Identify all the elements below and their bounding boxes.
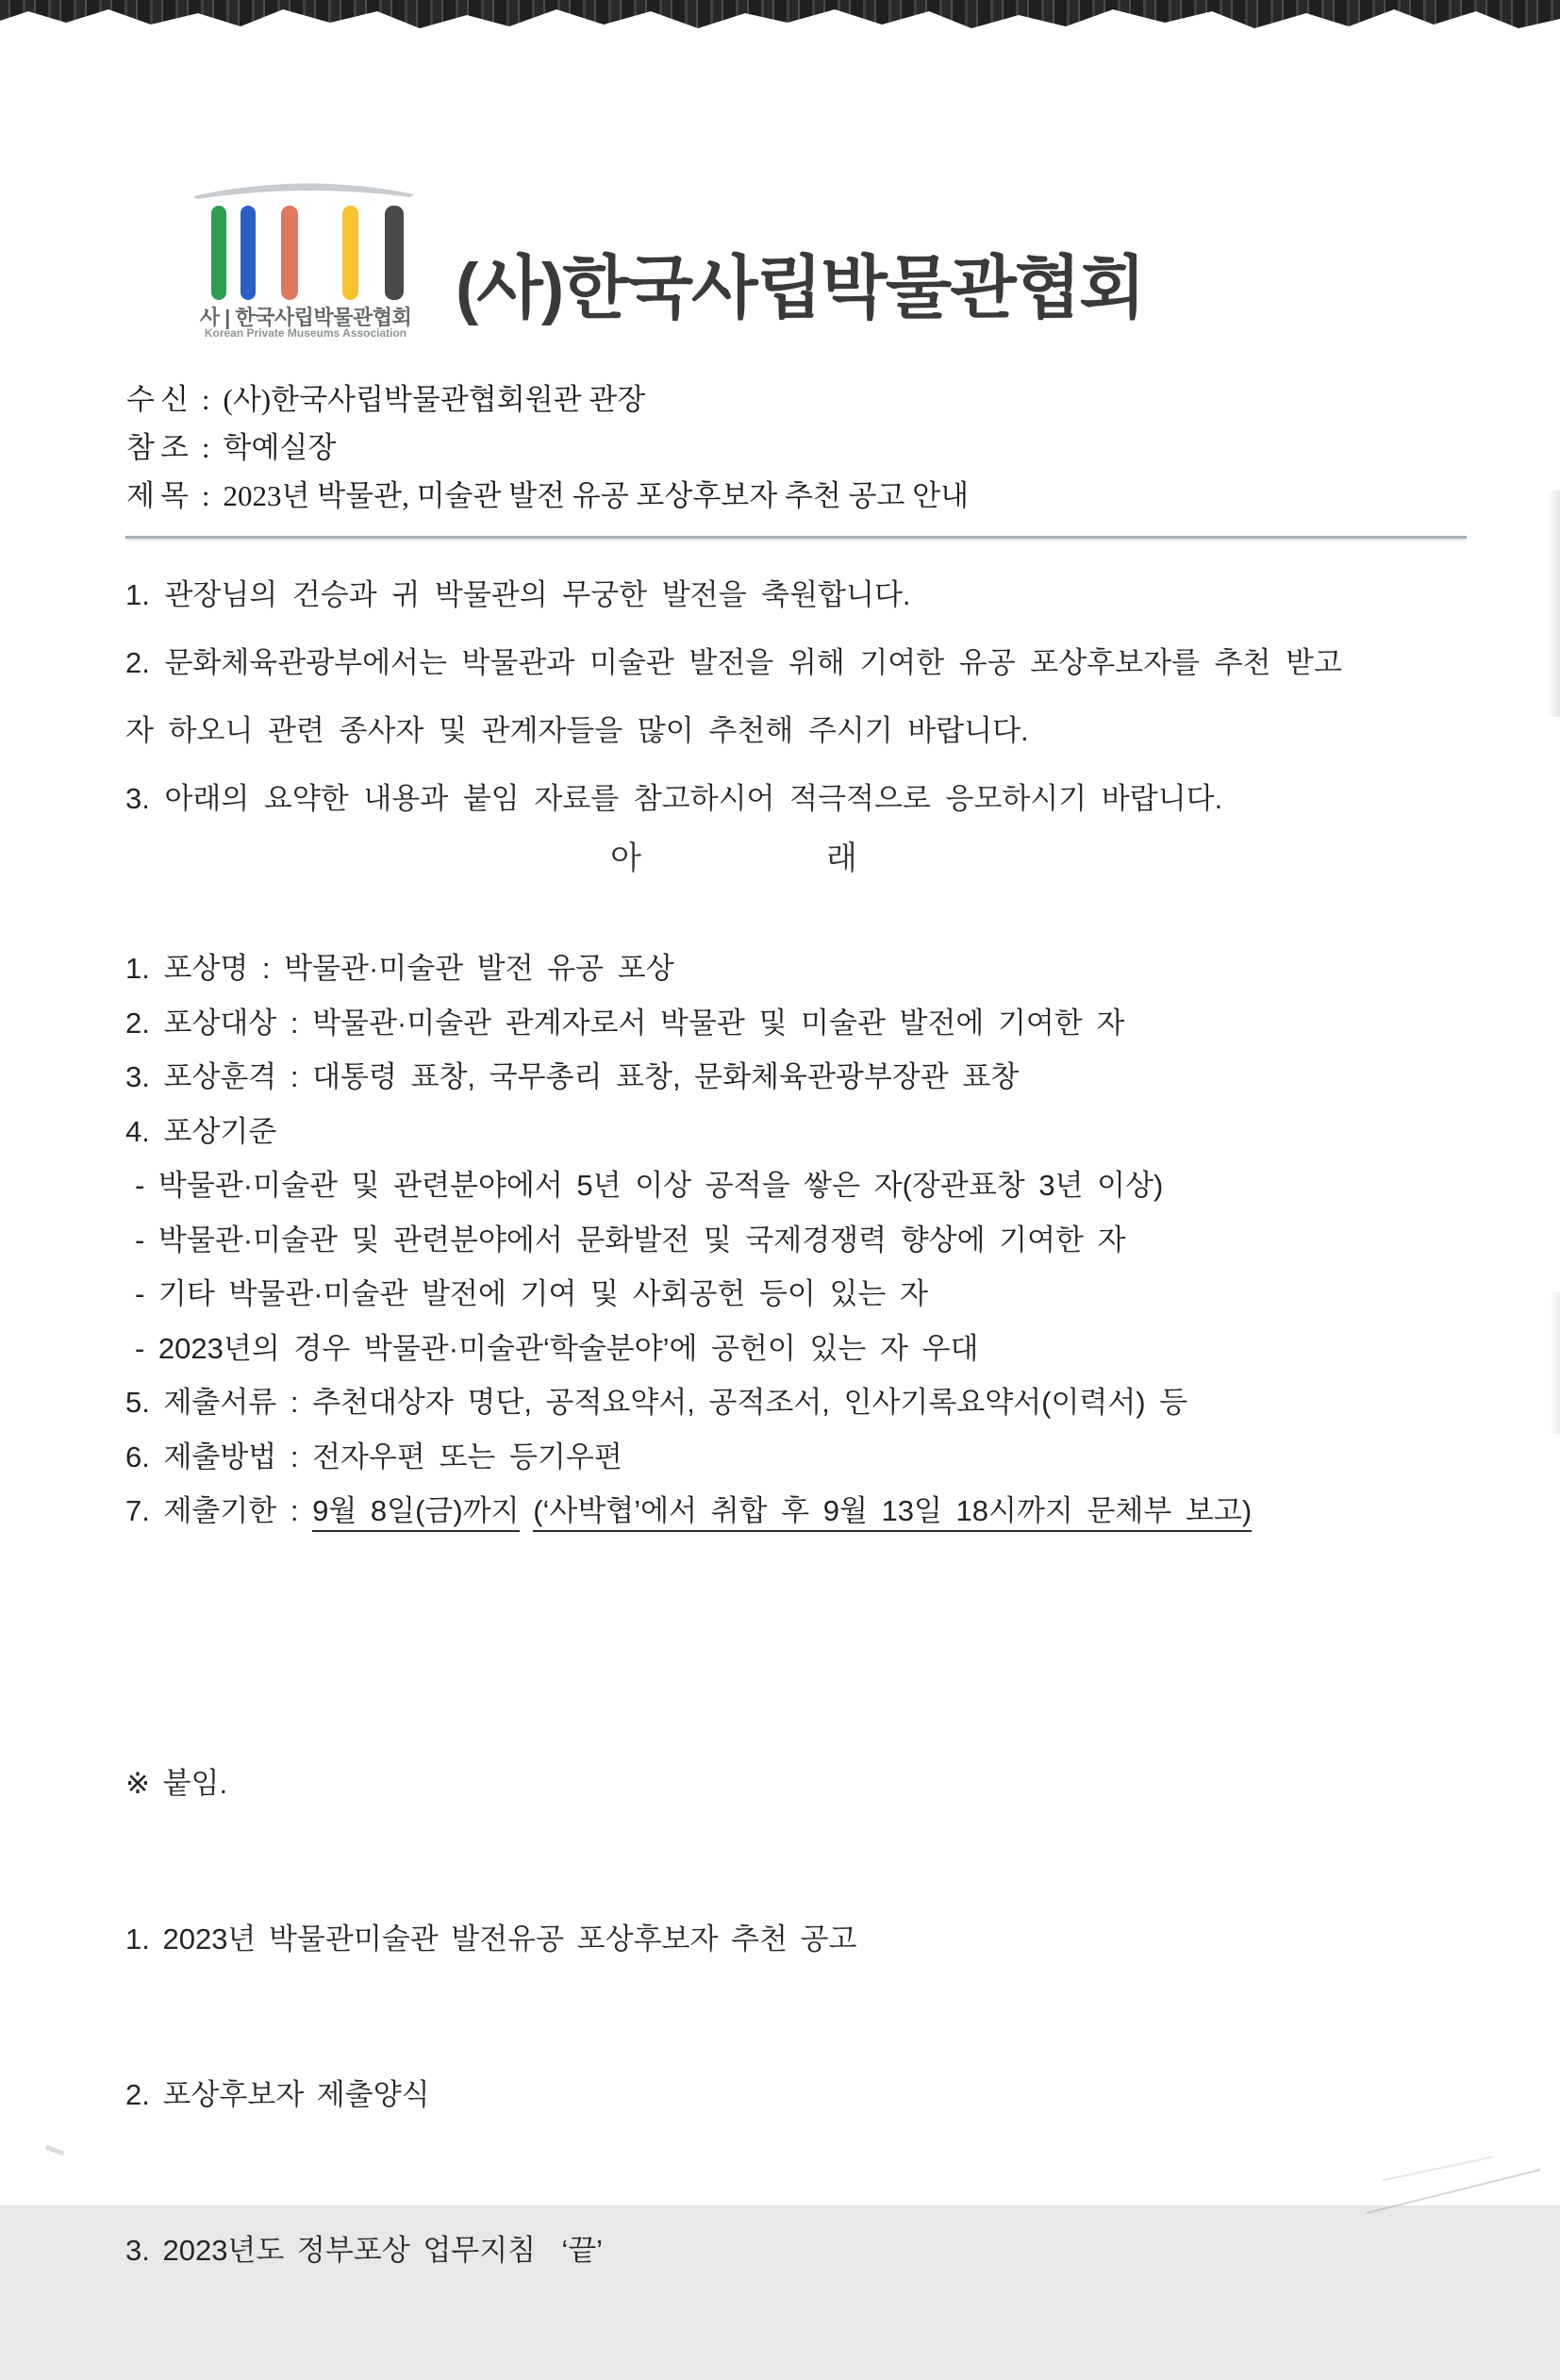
logo-pillar-yellow [342,206,358,300]
attachments-heading: ※ 붙임. [125,1767,228,1800]
criteria-sub-item: - 2023년의 경우 박물관·미술관‘학술분야’에 공헌이 있는 자 우대 [135,1331,979,1365]
scan-smudge [45,2145,65,2156]
deadline-date-underlined: 9월 8일(금)까지 [312,1494,519,1532]
scan-smudge [1367,2169,1541,2214]
summary-list [125,941,1493,1539]
criteria-sub-item: - 박물관·미술관 및 관련분야에서 5년 이상 공적을 쌓은 자(장관표창 3년 이상) [135,1169,1164,1202]
summary-item-deadline [125,1484,1493,1539]
reference-label: 참조 [126,431,194,464]
below-heading [125,830,1342,887]
scan-smudge [1551,1292,1560,1434]
summary-item-award-name: 1. 포상명 : 박물관·미술관 발전 유공 포상 [125,952,674,985]
body-paragraph-3: 3. 아래의 요약한 내용과 붙임 자료를 참고하시어 적극적으로 응모하시기 바랍니다. [125,782,1223,815]
summary-item-award-grade: 3. 포상훈격 : 대통령 표창, 국무총리 표창, 문화체육관광부장관 표창 [125,1060,1020,1093]
letter-header [126,375,1353,520]
logo-pillar-green [211,206,226,300]
attachment-item: 2. 포상후보자 제출양식 [125,2078,430,2111]
scan-artifact-top-band [0,0,1560,30]
criteria-sub-item: - 기타 박물관·미술관 발전에 기여 및 사회공헌 등이 있는 자 [135,1277,928,1310]
deadline-prefix: 7. 제출기한 : [125,1494,313,1527]
criteria-sub-item: - 박물관·미술관 및 관련분야에서 문화발전 및 국제경쟁력 향상에 기여한 자 [135,1223,1126,1257]
logo-roof-icon [192,179,415,200]
document-title: (사)한국사립박물관협회 [456,250,1144,326]
logo-korean-label: 사 | 한국사립박물관협회 [199,306,412,329]
subject-label: 제목 [126,479,194,512]
attachment-item: 3. 2023년도 정부포상 업무지침 ‘끝’ [125,2234,604,2267]
deadline-note-underlined: (‘사박협’에서 취합 후 9월 13일 18시까지 문체부 보고) [533,1494,1252,1532]
recipient-value: (사)한국사립박물관협회원관 관장 [223,383,646,416]
subject-line [126,472,1353,520]
recipient-line [126,375,1353,424]
summary-item-method: 6. 제출방법 : 전자우편 또는 등기우편 [125,1440,622,1473]
scan-smudge [1547,491,1560,717]
logo-english-label: Korean Private Museums Association [204,326,407,340]
attachments-section [125,1654,1352,2380]
below-heading-right: 래 [826,840,857,876]
header-divider-line [125,536,1467,539]
attachment-item: 1. 2023년 박물관미술관 발전유공 포상후보자 추천 공고 [125,1922,857,1956]
recipient-label: 수신 [126,383,194,416]
separator: : [201,431,210,464]
reference-value: 학예실장 [223,431,337,464]
letter-body [125,561,1342,833]
scan-smudge [1382,2156,1493,2182]
subject-value: 2023년 박물관, 미술관 발전 유공 포상후보자 추천 공고 안내 [223,479,970,512]
separator: : [201,479,210,512]
below-heading-left: 아 [610,840,641,876]
body-paragraph-1: 1. 관장님의 건승과 귀 박물관의 무궁한 발전을 축원합니다. [125,578,911,611]
body-paragraph-2: 2. 문화체육관광부에서는 박물관과 미술관 발전을 위해 기여한 유공 포상후보자를 추천 받고자 하오니 관련 종사자 및 관계자들을 많이 추천해 주시기 바랍니다. [125,646,1342,747]
summary-item-award-target: 2. 포상대상 : 박물관·미술관 관계자로서 박물관 및 미술관 발전에 기여한 자 [125,1006,1125,1040]
summary-item-documents: 5. 제출서류 : 추천대상자 명단, 공적요약서, 공적조서, 인사기록요약서(이력서) 등 [125,1386,1188,1419]
logo-pillar-blue [241,206,256,300]
separator: : [201,383,210,416]
logo-pillar-red [281,206,298,300]
reference-line [126,424,1353,472]
logo-pillar-dark [385,206,404,300]
association-logo [192,179,419,349]
summary-item-award-criteria: 4. 포상기준 [125,1114,277,1148]
